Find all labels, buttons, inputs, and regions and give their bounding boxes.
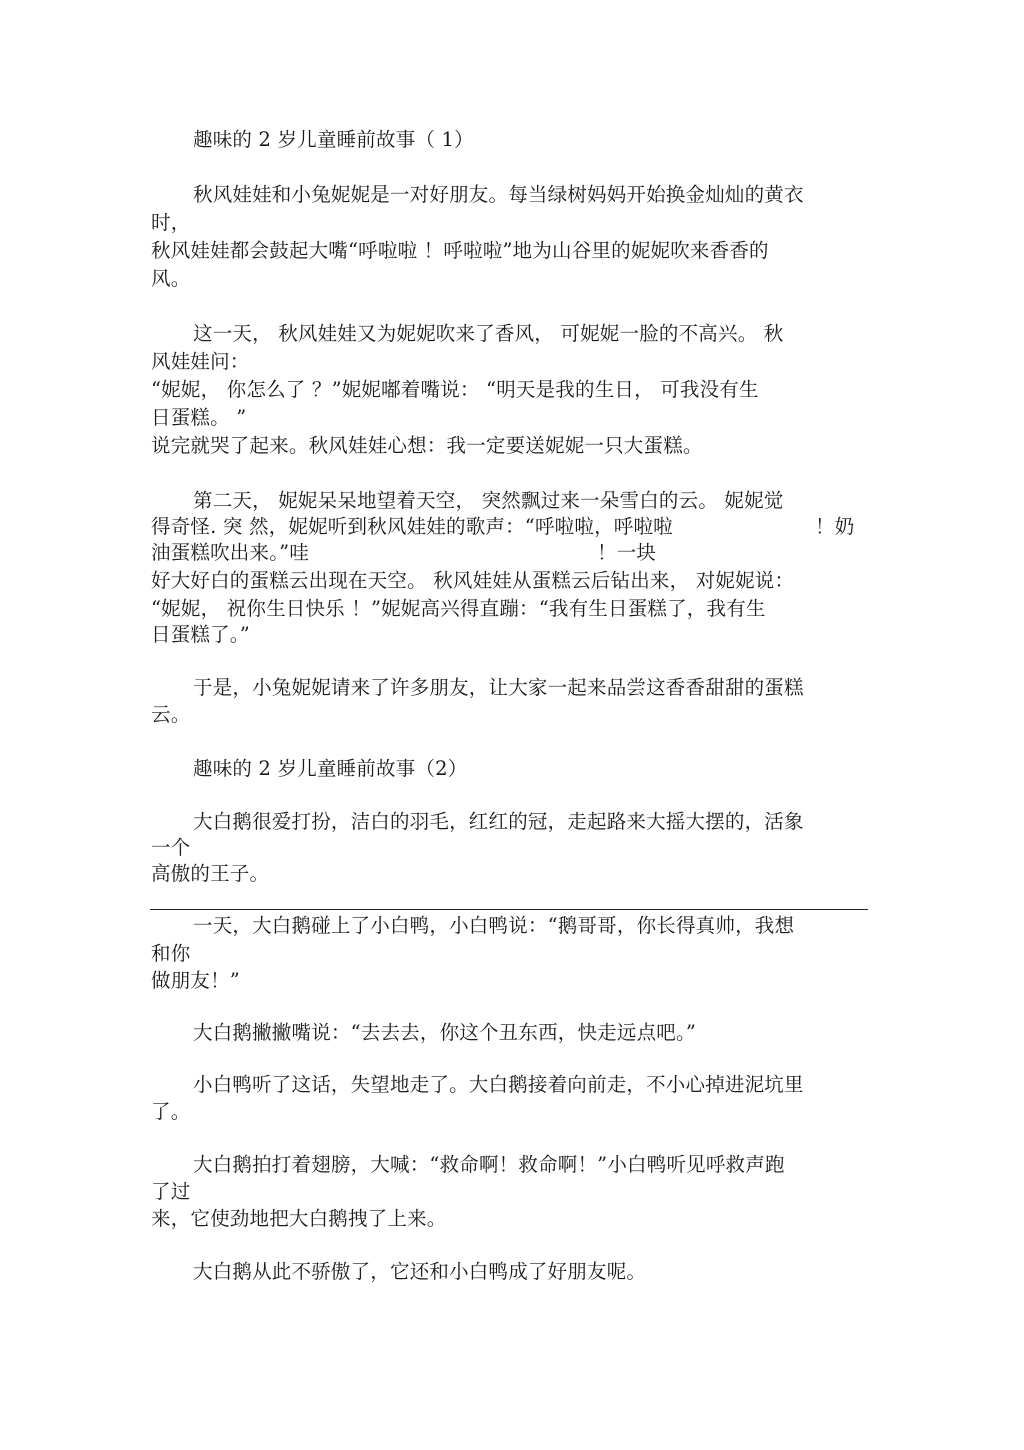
page-divider-line [150,909,868,910]
story1-p2-line1: 这一天， 秋风娃娃又为妮妮吹来了香风， 可妮妮一脸的不高兴。 秋 [193,322,784,345]
story2-p5-line2: 了过 [151,1180,191,1203]
story1-p2-line4: 日蛋糕。 ” [151,406,247,429]
story2-p2-line1: 一天，大白鹅碰上了小白鸭，小白鸭说：“鹅哥哥，你长得真帅，我想 [193,914,795,937]
story1-p3-line3-tail: ！一块 [597,541,657,564]
story1-p2-line2: 风娃娃问： [151,350,250,373]
story1-p1-line2: 时， [151,211,191,234]
story2-p4-line2: 了。 [151,1100,191,1123]
story1-p2-line3: “妮妮， 你怎么了 ？”妮妮嘟着嘴说： “明天是我的生日， 可我没有生 [151,378,759,401]
story1-p4-line2: 云。 [151,703,191,726]
story2-p1-line3: 高傲的王子。 [151,862,270,885]
story1-p3-line4: 好大好白的蛋糕云出现在天空。 秋风娃娃从蛋糕云后钻出来， 对妮妮说： [151,569,795,592]
story1-p3-line1: 第二天， 妮妮呆呆地望着天空， 突然飘过来一朵雪白的云。 妮妮觉 [193,489,784,512]
story1-p1-line1: 秋风娃娃和小兔妮妮是一对好朋友。每当绿树妈妈开始换金灿灿的黄衣 [193,183,804,206]
story1-p1-line4: 风。 [151,267,191,290]
story2-p2-line3: 做朋友！” [151,969,240,992]
story2-p4-line1: 小白鸭听了这话，失望地走了。大白鹅接着向前走，不小心掉进泥坑里 [193,1073,804,1096]
story2-p6-line1: 大白鹅从此不骄傲了，它还和小白鸭成了好朋友呢。 [193,1260,647,1283]
story1-p3-line2-tail: ！奶 [815,515,855,538]
story2-p3-line1: 大白鹅撇撇嘴说：“去去去，你这个丑东西，快走远点吧。” [193,1021,697,1044]
story2-p5-line3: 来，它使劲地把大白鹅拽了上来。 [151,1207,447,1230]
story2-p1-line2: 一个 [151,836,191,859]
story2-p1-line1: 大白鹅很爱打扮，洁白的羽毛，红红的冠，走起路来大摇大摆的，活象 [193,810,804,833]
story1-p3-line5: “妮妮， 祝你生日快乐 ！”妮妮高兴得直蹦：“我有生日蛋糕了，我有生 [151,597,766,620]
story2-p5-line1: 大白鹅拍打着翅膀，大喊：“救命啊！救命啊！”小白鸭听见呼救声跑 [193,1153,785,1176]
story2-title: 趣味的 2 岁儿童睡前故事（2） [193,757,468,780]
story1-p1-line3: 秋风娃娃都会鼓起大嘴“呼啦啦 ！呼啦啦”地为山谷里的妮妮吹来香香的 [151,239,769,262]
story1-p3-line6: 日蛋糕了。” [151,623,250,646]
story2-p2-line2: 和你 [151,942,191,965]
story1-p3-line2: 得奇怪. 突 然，妮妮听到秋风娃娃的歌声：“呼啦啦，呼啦啦 [151,515,673,538]
story1-p4-line1: 于是，小兔妮妮请来了许多朋友，让大家一起来品尝这香香甜甜的蛋糕 [193,676,804,699]
story1-p2-line5: 说完就哭了起来。秋风娃娃心想：我一定要送妮妮一只大蛋糕。 [151,434,703,457]
story1-p3-line3: 油蛋糕吹出来。”哇 [151,541,310,564]
story1-title: 趣味的 2 岁儿童睡前故事（ 1） [193,128,474,151]
